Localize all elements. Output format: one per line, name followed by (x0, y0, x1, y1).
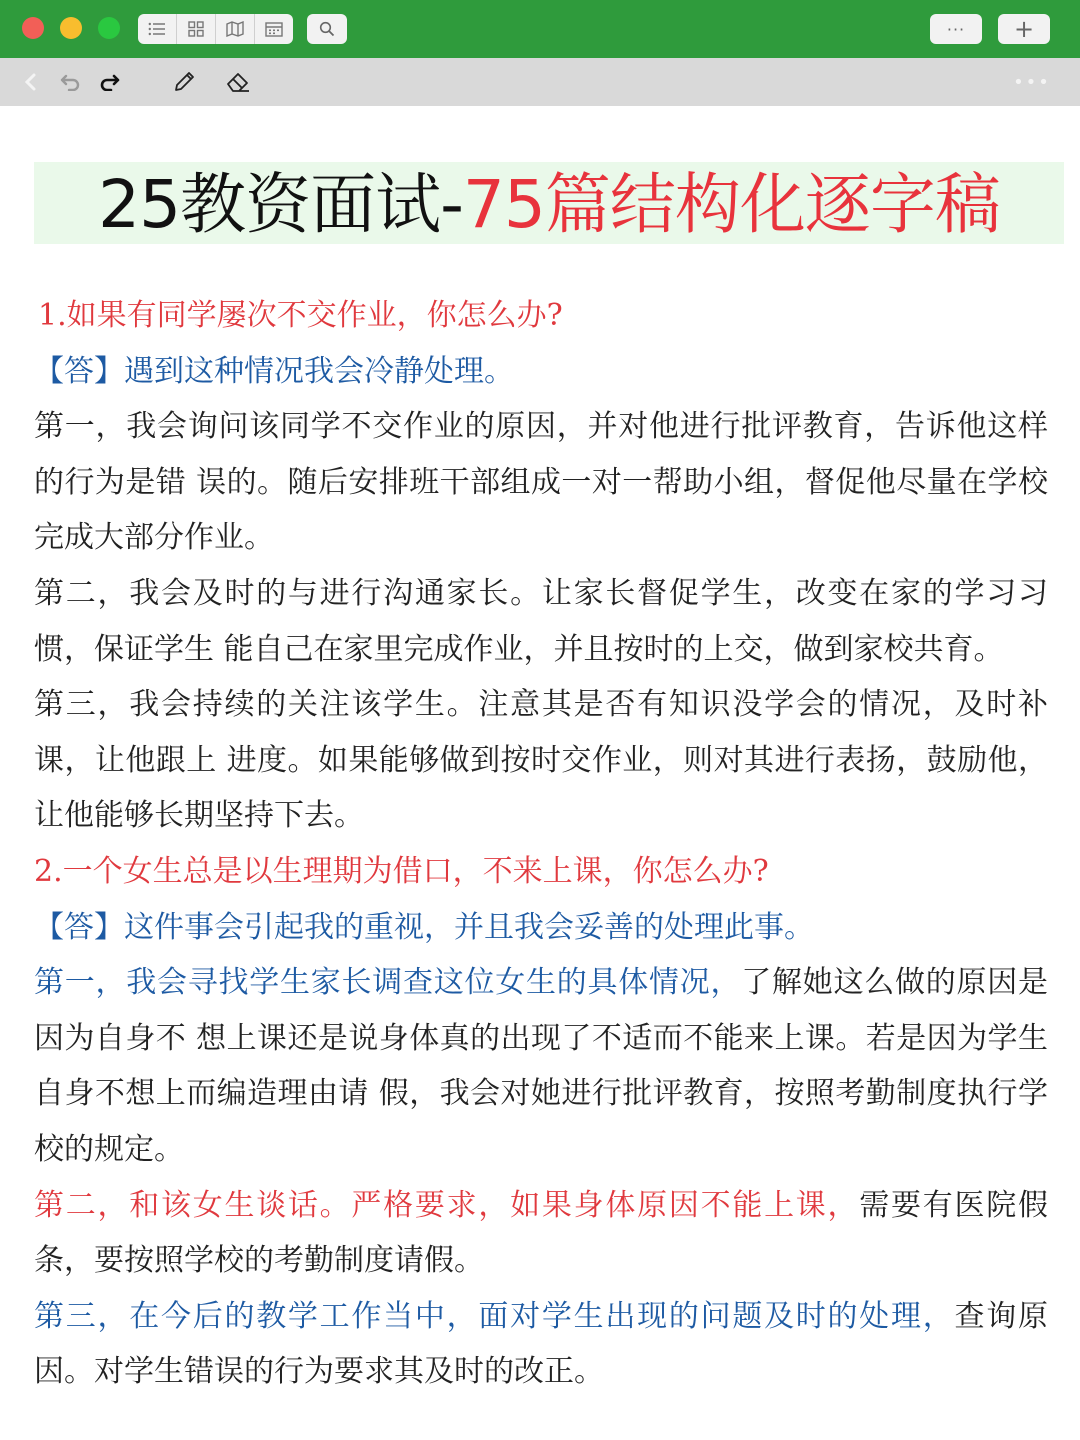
undo-icon (60, 73, 82, 91)
map-view-button[interactable] (216, 14, 255, 44)
undo-button[interactable] (58, 66, 84, 98)
title-suffix: 75篇结构化逐字稿 (462, 166, 1000, 243)
redo-icon (98, 73, 120, 91)
add-button[interactable]: + (998, 14, 1050, 44)
edit-toolbar (0, 58, 1080, 106)
note-content (0, 106, 1080, 1440)
redo-button[interactable] (96, 66, 122, 98)
eraser-tool-button[interactable] (224, 66, 252, 98)
question-2: 2.一个女生总是以生理期为借口，不来上课，你怎么办? (34, 853, 769, 889)
map-icon (226, 21, 244, 37)
list-icon (148, 21, 166, 37)
zoom-window-button[interactable] (98, 17, 120, 39)
answer-2-point-2-highlight: 第二，和该女生谈话。严格要求，如果身体原因不能上课， (34, 1187, 860, 1223)
search-button[interactable] (307, 14, 347, 44)
search-icon (319, 21, 335, 37)
pen-icon (172, 70, 196, 94)
answer-2-point-1-highlight: 第一，我会寻找学生家长调查这位女生的具体情况， (34, 965, 742, 1001)
answer-2-intro: 【答】这件事会引起我的重视，并且我会妥善的处理此事。 (34, 909, 814, 945)
answer-2-point-3-text: 查询原因。对学生错误的行为要求其及时的改正。 (34, 1298, 1048, 1390)
back-button[interactable] (18, 66, 42, 98)
question-1: 1.如果有同学屡次不交作业，你怎么办? (38, 298, 563, 333)
eraser-icon (225, 70, 251, 94)
close-window-button[interactable] (22, 17, 44, 39)
answer-2-point-2-text: 需要有医院假条，要按照学校的考勤制度请假。 (34, 1187, 1049, 1279)
answer-2-point-1-text: 了解她这么做的原因是因为自身不 想上课还是说身体真的出现了不适而不能来上课。若是因为学生自身不想上而编造理由请 假，我会对她进行批评教育，按照考勤制度执行学校的规定。 (34, 965, 1048, 1167)
title-prefix: 25教资面试- (98, 166, 463, 243)
answer-2-point-3-highlight: 第三，在今后的教学工作当中，面对学生出现的问题及时的处理， (34, 1298, 955, 1334)
answer-1-point-3: 第三，我会持续的关注该学生。注意其是否有知识没学会的情况，及时补课，让他跟上 进度。如果能够做到按时交作业，则对其进行表扬，鼓励他，让他能够长期坚持下去。 (34, 687, 1048, 834)
more-options-button[interactable]: ··· (930, 14, 982, 44)
page-title (34, 164, 1064, 246)
edit-more-button[interactable]: ••• (1013, 71, 1051, 93)
view-switcher (138, 14, 293, 44)
answer-1-point-1: 第一，我会询问该同学不交作业的原因，并对他进行批评教育，告诉他这样的行为是错 误的。随后安排班干部组成一对一帮助小组，督促他尽量在学校完成大部分作业。 (34, 409, 1048, 556)
pen-tool-button[interactable] (170, 66, 198, 98)
answer-2-point-2 (34, 1178, 1048, 1289)
minimize-window-button[interactable] (60, 17, 82, 39)
answer-2-point-3 (34, 1289, 1048, 1400)
window-titlebar (0, 0, 1080, 58)
answer-2-point-1 (34, 955, 1048, 1177)
calendar-view-button[interactable] (255, 14, 293, 44)
list-view-button[interactable] (138, 14, 177, 44)
grid-icon (188, 21, 204, 37)
answer-1-point-2: 第二，我会及时的与进行沟通家长。让家长督促学生，改变在家的学习习惯，保证学生 能自己在家里完成作业，并且按时的上交，做到家校共育。 (34, 575, 1048, 667)
grid-view-button[interactable] (177, 14, 216, 44)
chevron-left-icon (23, 72, 37, 92)
note-body (34, 288, 1048, 1400)
calendar-icon (265, 21, 283, 37)
answer-1-intro: 【答】遇到这种情况我会冷静处理。 (34, 353, 514, 389)
